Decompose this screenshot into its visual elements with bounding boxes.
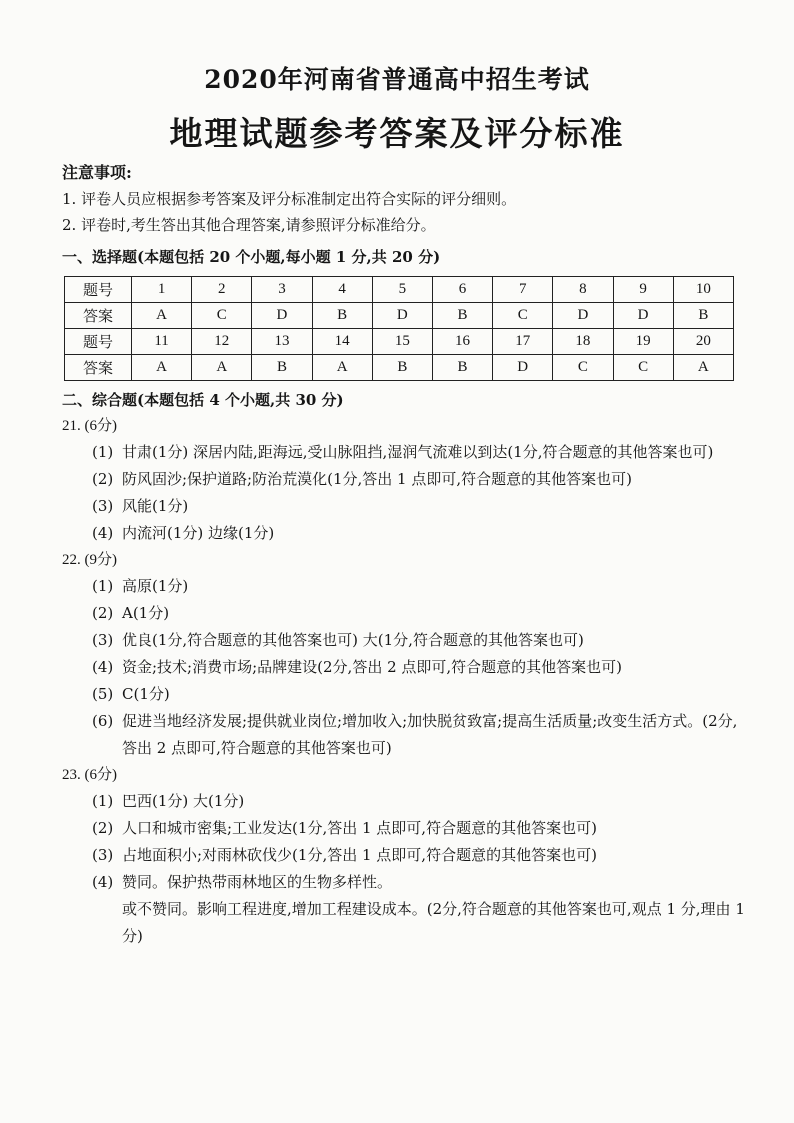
table-cell: 12	[192, 329, 252, 355]
row-label: 题号	[65, 329, 132, 355]
table-cell: B	[252, 355, 312, 381]
note-item: 2. 评卷时,考生答出其他合理答案,请参照评分标准给分。	[62, 216, 436, 234]
table-cell: C	[192, 303, 252, 329]
table-row	[65, 329, 734, 355]
item-text: 促进当地经济发展;提供就业岗位;增加收入;加快脱贫致富;提高生活质量;改变生活方式。(2分,答出 2 点即可,符合题意的其他答案也可)	[122, 712, 738, 757]
section1-title: 一、选择题	[62, 248, 138, 266]
table-cell: B	[312, 303, 372, 329]
answer-table	[64, 276, 734, 381]
item-number: (3)	[92, 846, 114, 864]
table-cell: 8	[553, 277, 613, 303]
item-number: (2)	[92, 604, 114, 622]
item-text: 巴西(1分) 大(1分)	[122, 792, 245, 810]
table-row	[65, 355, 734, 381]
table-cell: B	[372, 355, 432, 381]
item-number: (4)	[92, 873, 114, 891]
section2-heading	[62, 387, 752, 413]
table-cell: 2	[192, 277, 252, 303]
table-cell: D	[252, 303, 312, 329]
content	[62, 160, 752, 950]
answer-item	[62, 573, 752, 600]
table-cell: A	[192, 355, 252, 381]
note-item: 1. 评卷人员应根据参考答案及评分标准制定出符合实际的评分细则。	[62, 190, 517, 208]
answer-item	[62, 869, 752, 896]
table-cell: 5	[372, 277, 432, 303]
row-label: 答案	[65, 355, 132, 381]
table-cell: B	[432, 355, 492, 381]
table-cell: A	[673, 355, 733, 381]
answer-item	[62, 520, 752, 547]
answer-item	[62, 842, 752, 869]
table-cell: 18	[553, 329, 613, 355]
table-cell: A	[312, 355, 372, 381]
answer-item	[62, 708, 752, 762]
answer-item	[62, 627, 752, 654]
table-cell: 1	[132, 277, 192, 303]
row-label: 题号	[65, 277, 132, 303]
answer-item	[62, 815, 752, 842]
item-text: C(1分)	[122, 685, 170, 703]
item-number: (3)	[92, 631, 114, 649]
section1-desc: (本题包括 20 个小题,每小题 1 分,共 20 分)	[137, 248, 441, 266]
table-cell: 10	[673, 277, 733, 303]
table-cell: 14	[312, 329, 372, 355]
item-text: 甘肃(1分) 深居内陆,距海远,受山脉阻挡,湿润气流难以到达(1分,符合题意的其他答案也可)	[122, 443, 714, 461]
table-cell: A	[132, 303, 192, 329]
table-cell: B	[432, 303, 492, 329]
table-cell: B	[673, 303, 733, 329]
item-number: (5)	[92, 685, 114, 703]
item-number: (1)	[92, 443, 114, 461]
item-text: 风能(1分)	[122, 497, 189, 515]
question-21-heading: 21. (6分)	[62, 418, 117, 434]
table-cell: 13	[252, 329, 312, 355]
item-text: 内流河(1分) 边缘(1分)	[122, 524, 275, 542]
section2-desc: (本题包括 4 个小题,共 30 分)	[137, 391, 344, 409]
item-number: (2)	[92, 819, 114, 837]
table-cell: C	[553, 355, 613, 381]
table-cell: 19	[613, 329, 673, 355]
item-text: 防风固沙;保护道路;防治荒漠化(1分,答出 1 点即可,符合题意的其他答案也可)	[122, 470, 632, 488]
notes-heading: 注意事项:	[62, 163, 132, 182]
answer-item	[62, 466, 752, 493]
table-cell: A	[132, 355, 192, 381]
answer-item	[62, 439, 752, 466]
question-22-heading: 22. (9分)	[62, 552, 117, 568]
section2-title: 二、综合题	[62, 391, 138, 409]
item-text: 资金;技术;消费市场;品牌建设(2分,答出 2 点即可,符合题意的其他答案也可)	[122, 658, 623, 676]
item-number: (1)	[92, 792, 114, 810]
item-number: (2)	[92, 470, 114, 488]
answer-item	[62, 788, 752, 815]
table-cell: 6	[432, 277, 492, 303]
table-cell: 9	[613, 277, 673, 303]
table-cell: C	[493, 303, 553, 329]
table-cell: 20	[673, 329, 733, 355]
table-cell: 3	[252, 277, 312, 303]
item-number: (3)	[92, 497, 114, 515]
table-cell: D	[613, 303, 673, 329]
exam-title: 2020年河南省普通高中招生考试	[204, 65, 590, 94]
section1-heading	[62, 244, 752, 270]
item-text: 赞同。保护热带雨林地区的生物多样性。	[122, 873, 393, 891]
answer-continuation: 或不赞同。影响工程进度,增加工程建设成本。(2分,符合题意的其他答案也可,观点 1 分,理由 1 分)	[122, 900, 745, 945]
question-23-heading: 23. (6分)	[62, 767, 117, 783]
table-cell: 4	[312, 277, 372, 303]
answer-item	[62, 654, 752, 681]
document-title: 地理试题参考答案及评分标准	[169, 114, 625, 153]
table-cell: C	[613, 355, 673, 381]
item-number: (4)	[92, 658, 114, 676]
table-cell: D	[372, 303, 432, 329]
answer-item	[62, 600, 752, 627]
table-cell: 7	[493, 277, 553, 303]
answer-item	[62, 493, 752, 520]
item-text: 占地面积小;对雨林砍伐少(1分,答出 1 点即可,符合题意的其他答案也可)	[122, 846, 597, 864]
table-cell: 16	[432, 329, 492, 355]
item-number: (4)	[92, 524, 114, 542]
table-row	[65, 303, 734, 329]
table-cell: 17	[493, 329, 553, 355]
item-text: 高原(1分)	[122, 577, 189, 595]
table-row	[65, 277, 734, 303]
table-cell: 15	[372, 329, 432, 355]
item-number: (6)	[92, 712, 114, 730]
table-cell: D	[493, 355, 553, 381]
row-label: 答案	[65, 303, 132, 329]
item-text: A(1分)	[122, 604, 170, 622]
table-cell: 11	[132, 329, 192, 355]
item-number: (1)	[92, 577, 114, 595]
item-text: 人口和城市密集;工业发达(1分,答出 1 点即可,符合题意的其他答案也可)	[122, 819, 597, 837]
answer-item	[62, 681, 752, 708]
table-cell: D	[553, 303, 613, 329]
item-text: 优良(1分,符合题意的其他答案也可) 大(1分,符合题意的其他答案也可)	[122, 631, 584, 649]
